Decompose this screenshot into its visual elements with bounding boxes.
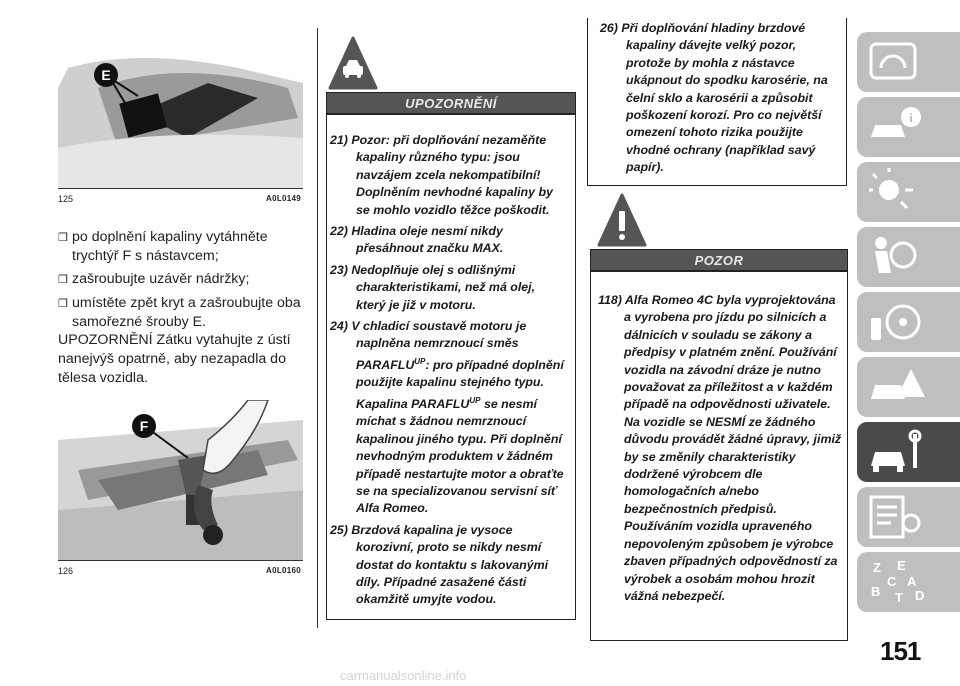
warning-item: 22) Hladina oleje nesmí nikdy přesáhnout značku MAX. — [330, 224, 504, 256]
tab-index[interactable] — [857, 552, 960, 612]
svg-text:Z: Z — [873, 560, 881, 575]
tab-technical-data[interactable] — [857, 487, 960, 547]
list-item-text: zašroubujte uzávěr nádržky; — [72, 271, 250, 287]
tab-warnings[interactable] — [857, 357, 960, 417]
svg-text:T: T — [895, 590, 903, 605]
list-item — [58, 228, 308, 266]
figure-marker-e: E — [101, 67, 111, 83]
tab-dashboard[interactable] — [857, 32, 960, 92]
list-item — [58, 294, 308, 332]
pozor-title: POZOR — [590, 249, 848, 271]
checkbox-bullet-icon: ❒ — [58, 274, 68, 286]
warning-item: 23) Nedoplňuje olej s odlišnými charakteristikami, než má olej, který je již v motoru. — [330, 262, 536, 312]
tab-car-service[interactable] — [857, 422, 960, 482]
figure-number: 126 — [58, 566, 74, 576]
checkbox-bullet-icon: ❒ — [58, 298, 68, 310]
footer-watermark: carmanualsonline.info — [340, 668, 467, 683]
tab-lights[interactable] — [857, 162, 960, 222]
instruction-list — [58, 228, 308, 336]
figure-number: 125 — [58, 194, 74, 204]
technical-data-icon — [867, 493, 927, 541]
pozor-list — [598, 292, 842, 609]
warning-item: 118) Alfa Romeo 4C byla vyprojektována a vyrobena pro jízdu po silnicích a dálnicích v souladu se zákony a předpisy v platném znění. Používání vozidla na závodní dráze je nutno považovat za příležitost a v každém případě na odpovědnosti uživatele. Na vozidle se NESMÍ ze žádného důvodu provádět žádné úpravy, jimiž by se změnily charakteristiky dodržené výrobcem dle homologačních a/nebo bezpečnostních předpisů. Používáním vozidla upraveného nepovoleným způsobem je výrobce zbaven případných odpovědností za výrobek a osobám mohou hrozit vážná nebezpečí. — [598, 293, 842, 603]
warning-item: 21) Pozor: při doplňování nezaměňte kapaliny různého typu: jsou navzájem zcela nekompatibilní! Doplněním nevhodné kapaliny by se mohlo vozidlo těžce poškodit. — [330, 133, 553, 217]
dashboard-info-icon — [867, 38, 927, 86]
car-service-icon — [867, 428, 927, 476]
list-item-text: po doplnění kapaliny vytáhněte trychtýř F s nástavcem; — [72, 229, 268, 264]
index-icon — [867, 558, 927, 606]
figure-code: A0L0149 — [266, 194, 302, 203]
driving-icon — [867, 298, 927, 346]
list-item — [58, 270, 308, 290]
svg-text:A: A — [907, 574, 917, 589]
checkbox-bullet-icon: ❒ — [58, 232, 68, 244]
exclamation-warning-icon — [597, 193, 647, 247]
continuation-list — [600, 20, 840, 181]
warning-item: 25) Brzdová kapalina je vysoce korozivní, proto se nikdy nesmí dostat do kontaktu s lakovanými díly. Případné zasažené části okamžitě umyjte vodou. — [330, 522, 549, 607]
tab-car-info[interactable] — [857, 97, 960, 157]
warning-item: 26) Při doplňování hladiny brzdové kapaliny dávejte velký pozor, protože by mohla z nástavce ukápnout do spodku karosérie, na čelní sklo a karosérii a způsobit poškození korozí. Pro co největší omezení tohoto rizika použijte vhodné ochrany (například savý papír). — [600, 21, 828, 175]
warning-car-icon — [867, 363, 927, 411]
list-item-text: umístěte zpět kryt a zašroubujte oba samořezné šrouby E. — [72, 295, 301, 330]
svg-text:i: i — [909, 110, 913, 125]
svg-text:C: C — [887, 574, 897, 589]
airbag-safety-icon — [867, 233, 927, 281]
figure-126 — [58, 400, 303, 575]
svg-text:B: B — [871, 584, 881, 599]
car-warning-icon — [328, 36, 378, 90]
caution-paragraph: UPOZORNĚNÍ Zátku vytahujte z ústí nanejvýš opatrně, aby nezapadla do tělesa vozidla. — [58, 332, 291, 386]
figure-image — [58, 400, 303, 560]
svg-text:D: D — [915, 588, 925, 603]
car-info-icon — [867, 103, 927, 151]
svg-text:E: E — [897, 558, 906, 573]
figure-marker-f: F — [139, 418, 149, 434]
lights-icon — [867, 168, 927, 216]
figure-code: A0L0160 — [266, 566, 302, 575]
tab-driving[interactable] — [857, 292, 960, 352]
page-number: 151 — [880, 636, 921, 666]
figure-bottom-rule — [58, 560, 303, 561]
figure-125 — [58, 28, 303, 203]
warning-item-24: 24) V chladicí soustavě motoru je naplněna nemrznoucí směs $PARAFLU^{UP}$: pro případné doplnění použijte kapalinu stejného typu. Kapalina $PARAFLU^{UP}$ se nesmí míchat s žádnou nemrznoucí kapalinou jiného typu. Při doplnění nevhodným produktem v žádném případě nestartujte motor a obraťte se na specializovanou servisní síť Alfa Romeo. — [330, 319, 564, 516]
upozorneni-list — [330, 132, 568, 613]
tab-airbag-safety[interactable] — [857, 227, 960, 287]
column-divider — [317, 28, 318, 628]
upozorneni-title: UPOZORNĚNÍ — [326, 92, 576, 114]
figure-bottom-rule — [58, 188, 303, 189]
figure-image — [58, 28, 303, 188]
